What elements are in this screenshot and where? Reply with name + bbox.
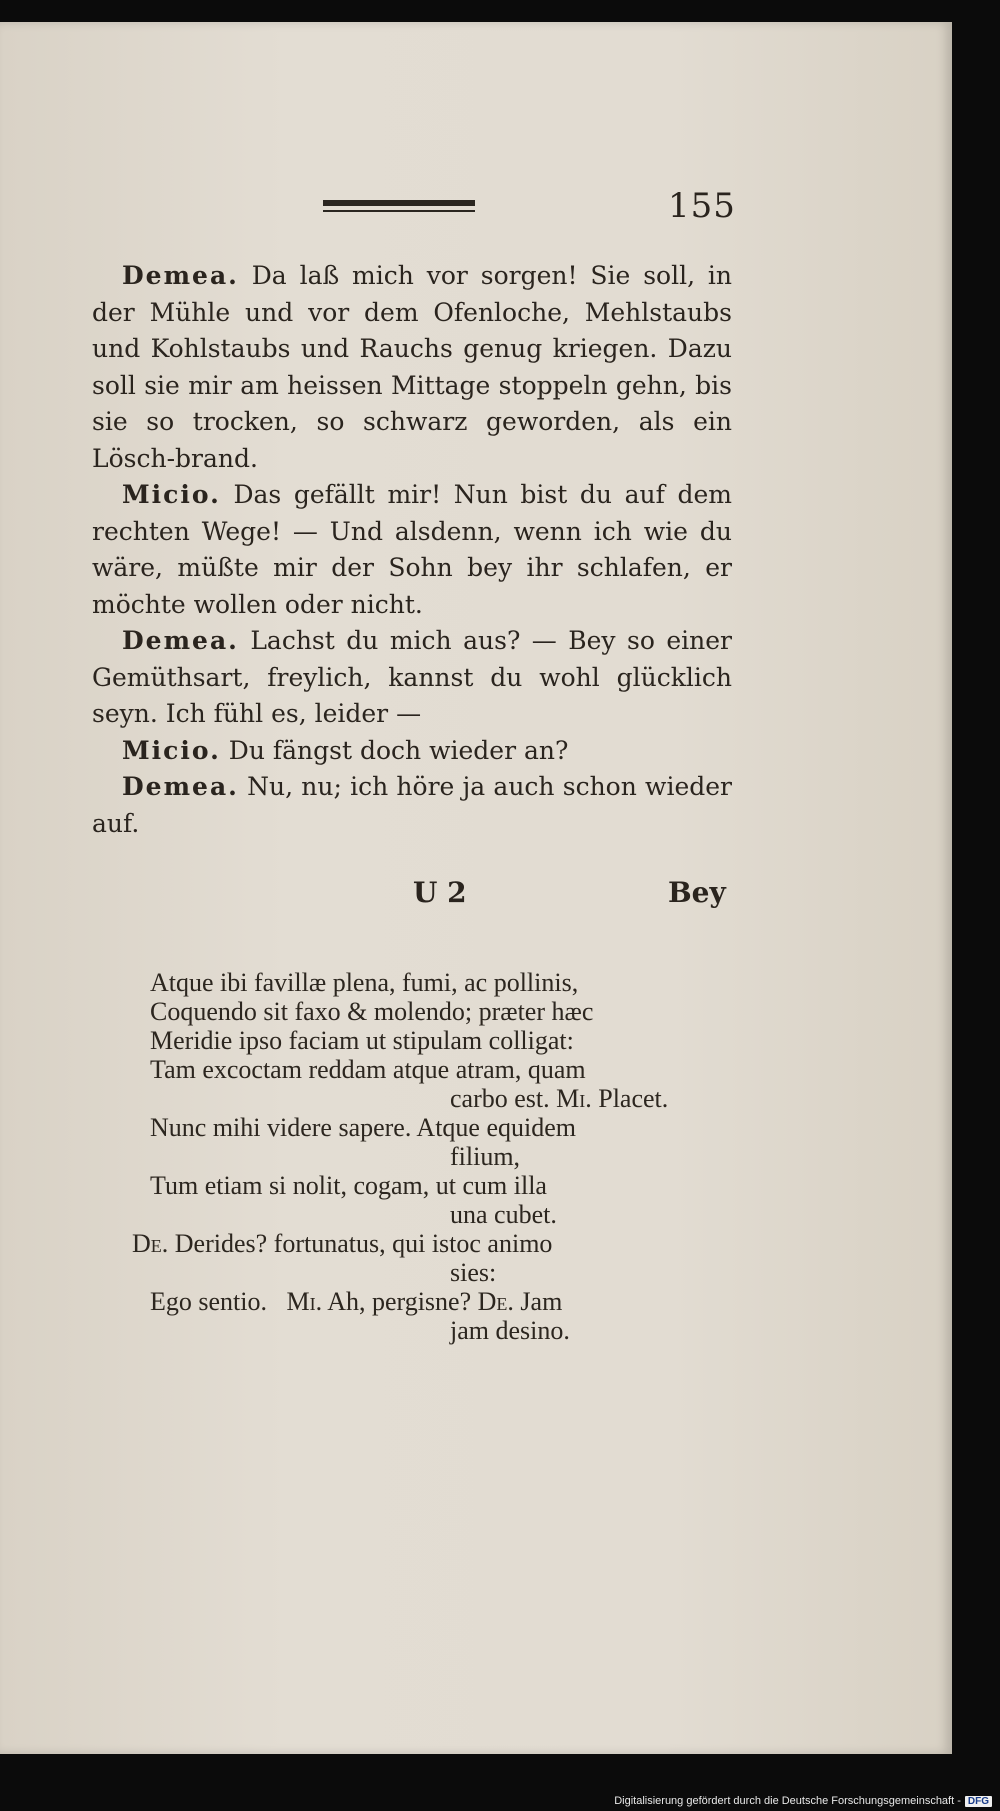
latin-line-continuation: una cubet. xyxy=(450,1200,557,1229)
speaker-name: Demea. xyxy=(122,626,239,655)
german-paragraph xyxy=(92,769,732,842)
latin-line xyxy=(132,1229,750,1258)
dialogue-text: Du fängst doch wieder an? xyxy=(228,735,569,765)
latin-speaker: De. xyxy=(477,1287,514,1316)
speaker-name: Demea. xyxy=(122,261,239,290)
latin-line-continuation: filium, xyxy=(450,1142,521,1171)
latin-line-continuation: jam desino. xyxy=(450,1316,570,1345)
latin-line-continuation xyxy=(150,1084,750,1113)
page-number: 155 xyxy=(668,186,736,226)
latin-line: Meridie ipso faciam ut stipulam colligat: xyxy=(150,1026,574,1055)
footer-credit: Digitalisierung gefördert durch die Deutsche Forschungsgemeinschaft - xyxy=(614,1795,961,1807)
latin-text: Derides? fortunatus, qui istoc animo xyxy=(174,1229,553,1258)
dfg-logo-icon: DFG xyxy=(965,1796,992,1807)
german-paragraph xyxy=(92,258,732,477)
latin-text: Placet. xyxy=(598,1084,669,1113)
latin-text: Ego sentio. xyxy=(150,1287,267,1316)
dialogue-text: Nu, nu; ich höre ja auch schon wieder auf. xyxy=(92,772,732,838)
german-paragraph xyxy=(92,477,732,623)
dialogue-text: Das gefällt mir! Nun bist du auf dem rechten Wege! — Und alsdenn, wenn ich wie du wäre, müßte mir der Sohn bey ihr schlafen, er möchte wollen oder nicht. xyxy=(92,480,732,619)
latin-line: Coquendo sit faxo & molendo; præter hæc xyxy=(150,997,594,1026)
latin-line-continuation: sies: xyxy=(450,1258,497,1287)
latin-line xyxy=(150,1287,750,1316)
latin-text: Jam xyxy=(520,1287,563,1316)
header-rule xyxy=(323,200,475,206)
header-rule-thin xyxy=(323,210,475,212)
latin-line: Atque ibi favillæ plena, fumi, ac pollinis, xyxy=(150,968,579,997)
latin-speaker: De. xyxy=(132,1229,169,1258)
speaker-name: Micio. xyxy=(122,735,221,765)
latin-text: carbo est. xyxy=(450,1084,550,1113)
latin-line: Nunc mihi videre sapere. Atque equidem xyxy=(150,1113,576,1142)
speaker-name: Demea. xyxy=(122,772,239,801)
german-text-block xyxy=(92,258,732,842)
latin-line: Tam excoctam reddam atque atram, quam xyxy=(150,1055,586,1084)
speaker-name: Micio. xyxy=(122,480,221,509)
latin-speaker: Mi. xyxy=(556,1084,592,1113)
catchword: Bey xyxy=(668,876,726,909)
german-paragraph xyxy=(92,733,732,770)
dialogue-text: Da laß mich vor sorgen! Sie soll, in der Mühle und vor dem Ofenloche, Mehlstaubs und Kohlstaubs und Rauchs genug kriegen. Dazu soll sie mir am heissen Mittage stoppeln gehn, bis sie so trocken, so schwarz geworden, als ein Lösch-brand. xyxy=(92,261,733,473)
latin-text-block xyxy=(132,968,750,1345)
dialogue-text: Lachst du mich aus? — Bey so einer Gemüthsart, freylich, kannst du wohl glücklich seyn. Ich fühl es, leider — xyxy=(92,626,732,728)
latin-speaker: Mi. xyxy=(286,1287,323,1316)
german-paragraph xyxy=(92,623,732,733)
signature-mark: U 2 xyxy=(413,876,467,909)
latin-line: Tum etiam si nolit, cogam, ut cum illa xyxy=(150,1171,547,1200)
digitization-footer xyxy=(614,1795,992,1807)
latin-text: Ah, pergisne? xyxy=(327,1287,472,1316)
